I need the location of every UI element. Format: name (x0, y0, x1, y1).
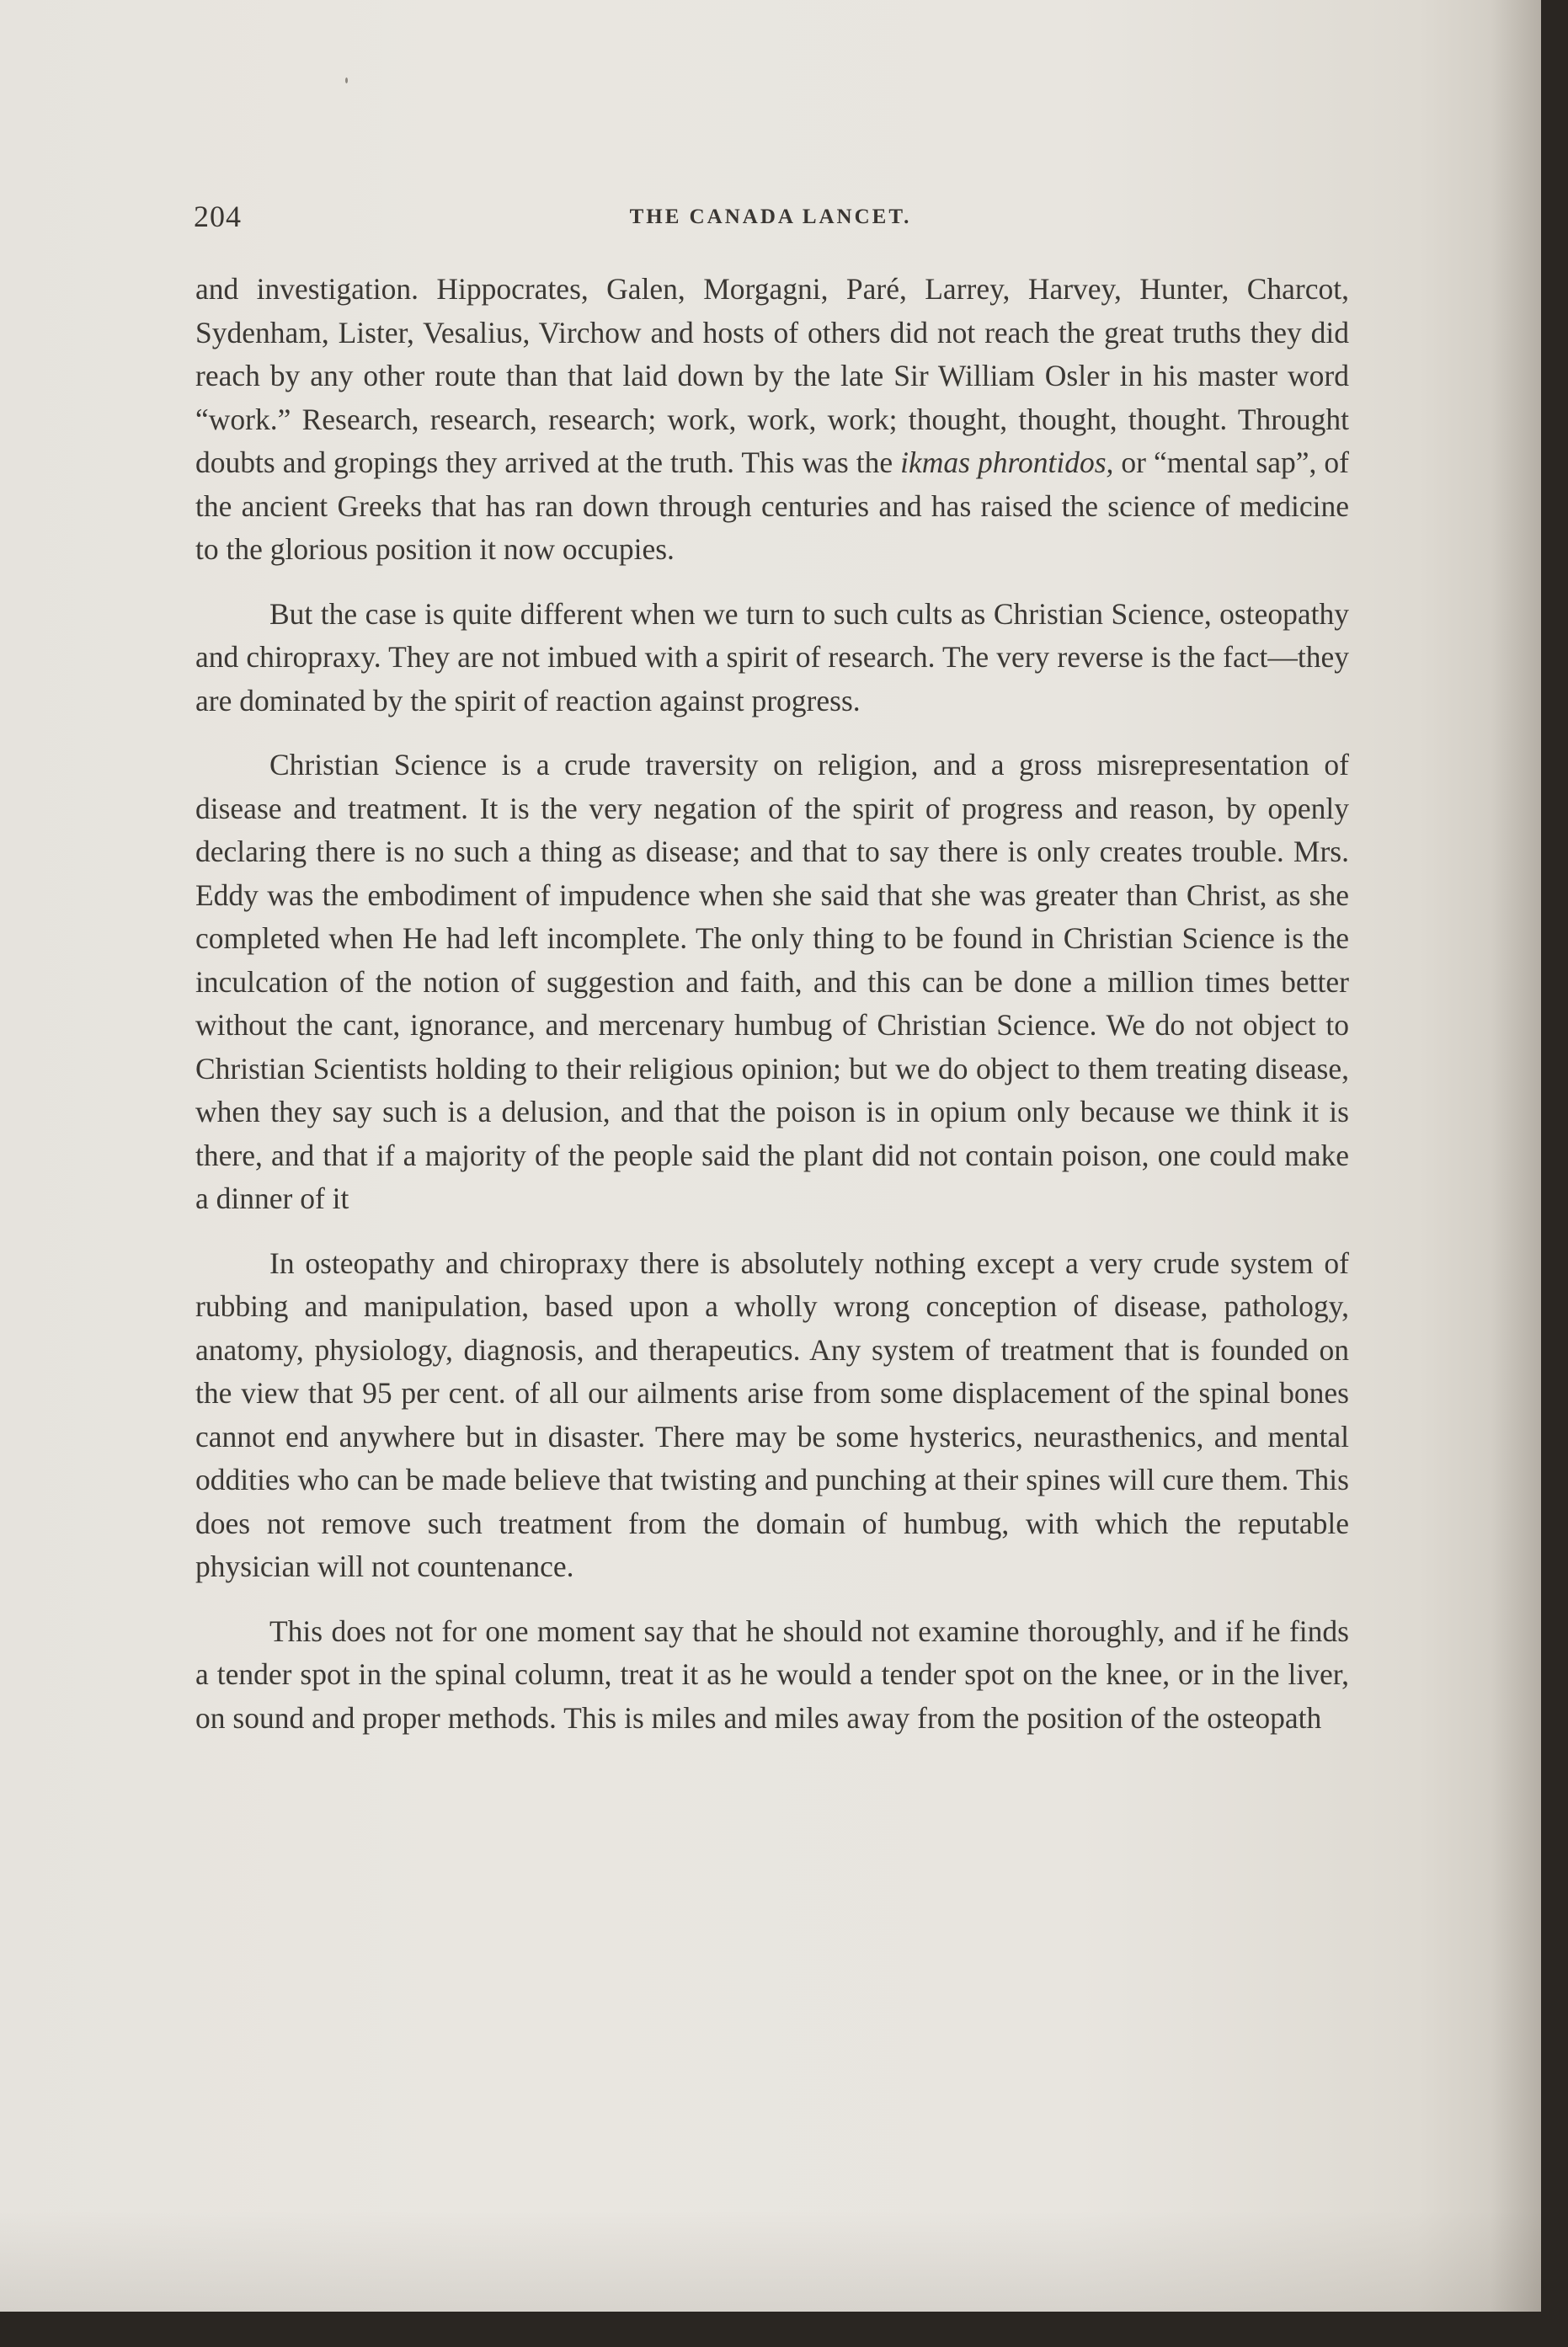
page-header (194, 199, 1347, 241)
paragraph-4: In osteopathy and chiropraxy there is absolutely nothing except a very crude system of rubbing and manipulation, based upon a wholly wrong conception of disease, pathology, anatomy, physiology, diagnosis, and therapeutics. Any system of treatment that is founded on the view that 95 per cent. of all our ailments arise from some displacement of the spinal bones cannot end anywhere but in disaster. There may be some hysterics, neurasthenics, and mental oddities who can be made believe that twisting and punching at their spines will cure them. This does not remove such treatment from the domain of humbug, with which the reputable physician will not countenance. (195, 1246, 1349, 1583)
paragraph-2: But the case is quite different when we turn to such cults as Christian Science, osteopathy and chiropraxy. They are not imbued with a spirit of research. The very reverse is the fact—they are dominated by the spirit of reaction against progress. (195, 596, 1349, 717)
paragraph-1-text-end: or “mental sap”, of the ancient Greeks that has ran down through centuries and has raised the science of medicine to the glorious position it now occupies. (195, 445, 1349, 566)
paragraph-5: This does not for one moment say that he should not examine thoroughly, and if he finds a tender spot in the spinal column, treat it as he would a tender spot on the knee, or in the liver, on sound and proper methods. This is miles and miles away from the position of the osteopath (195, 1614, 1349, 1735)
page-edge-shadow (1491, 0, 1541, 2312)
running-head: THE CANADA LANCET. (629, 205, 912, 228)
article-body (195, 268, 1349, 1761)
paragraph-1 (195, 268, 1349, 572)
paragraph-1-text-start: and investigation. Hippocrates, Galen, Morgagni, Paré, Larrey, Harvey, Hunter, Charcot, Sydenham, Lister, Vesalius, Virchow and hosts of others did not reach the great truths they did reach by any other route than that laid down by the late Sir William Osler in his master word “work.” Research, research, research; work, work, work; thought, thought, thought. Throught doubts and gropings they arrived at the truth. This was the (195, 272, 1349, 479)
page-bottom-shadow (0, 2211, 1541, 2312)
page-number: 204 (194, 200, 242, 233)
greek-phrase: ikmas phrontidos, (900, 445, 1114, 479)
paper-speck (345, 77, 348, 83)
paragraph-3: Christian Science is a crude traversity on religion, and a gross misrepresentation of disease and treatment. It is the very negation of the spirit of progress and reason, by openly declaring there is no such a thing as disease; and that to say there is only creates trouble. Mrs. Eddy was the embodiment of impudence when she said that she was greater than Christ, as she completed when He had left incomplete. The only thing to be found in Christian Science is the inculcation of the notion of suggestion and faith, and this can be done a million times better without the cant, ignorance, and mercenary humbug of Christian Science. We do not object to Christian Scientists holding to their religious opinion; but we do object to them treating disease, when they say such is a delusion, and that the poison is in opium only because we think it is there, and that if a majority of the people said the plant did not contain poison, one could make a dinner of it (195, 748, 1349, 1215)
